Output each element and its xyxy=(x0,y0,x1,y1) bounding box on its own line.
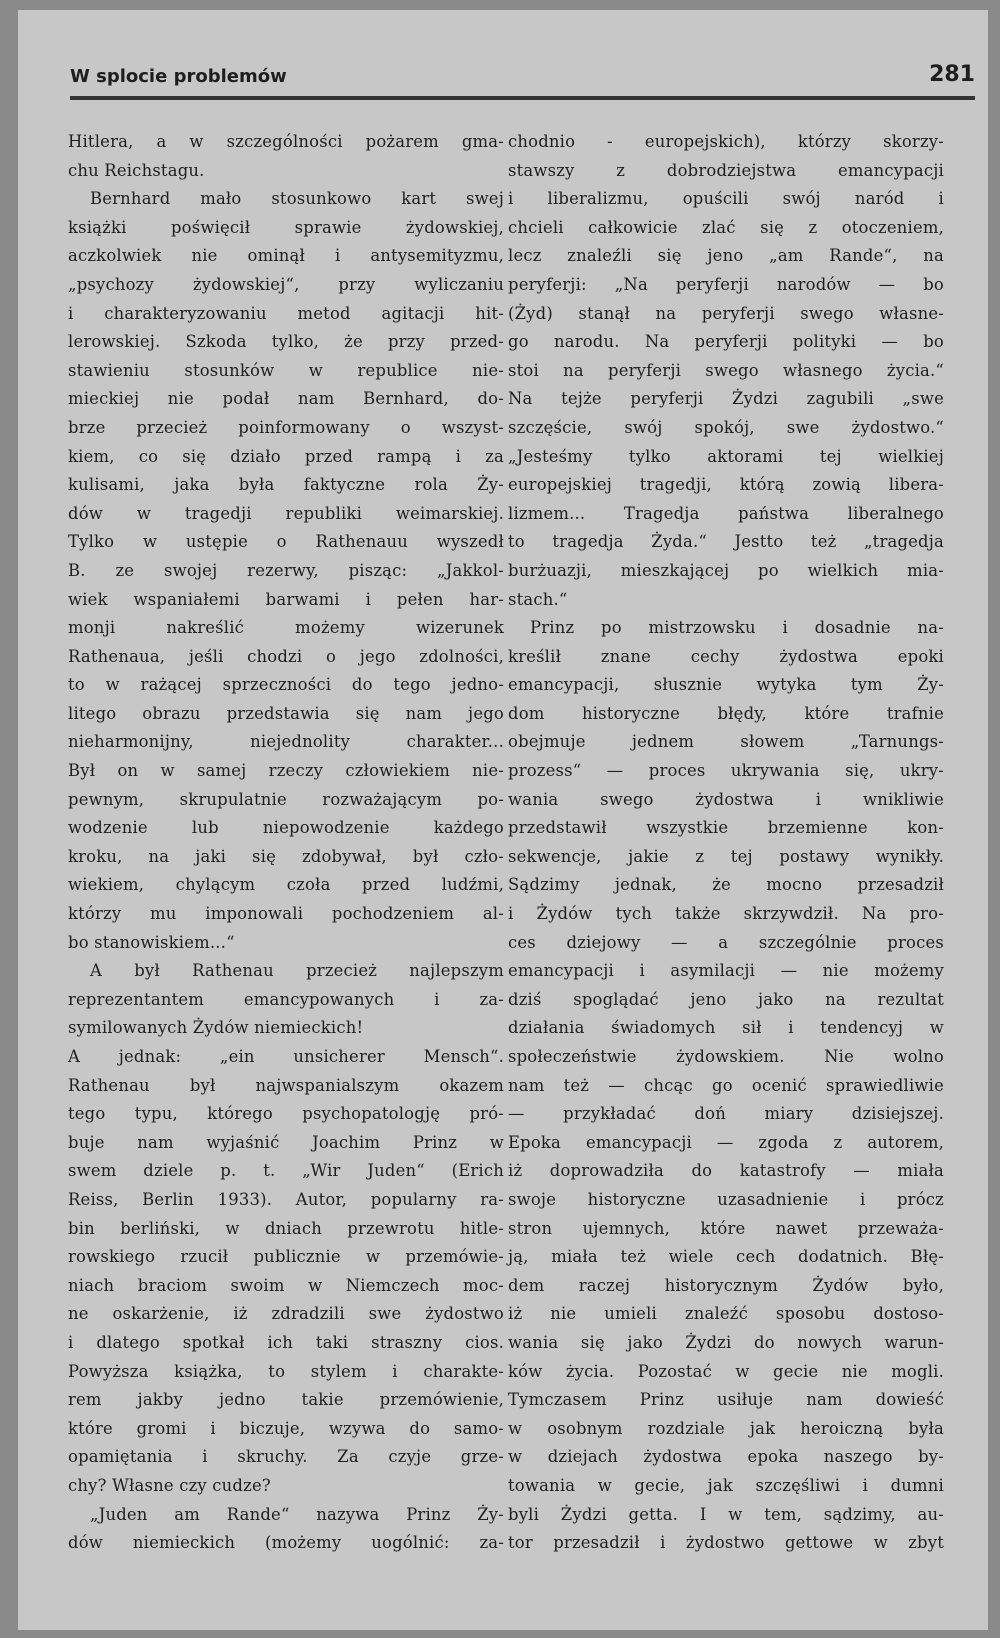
text-line: Na tejże peryferji Żydzi zagubili „swe xyxy=(508,389,944,409)
text-line: i liberalizmu, opuścili swój naród i xyxy=(508,189,944,209)
text-line: tego typu, którego psychopatologję pró- xyxy=(68,1104,504,1124)
text-line: stach.“ xyxy=(508,589,568,609)
text-line: bin berliński, w dniach przewrotu hitle- xyxy=(68,1218,504,1238)
text-line: stron ujemnych, które nawet przeważa- xyxy=(508,1218,944,1238)
text-line: reprezentantem emancypowanych i za- xyxy=(68,989,504,1009)
text-line: lecz znaleźli się jeno „am Rande“, na xyxy=(508,246,944,266)
text-line: Rathenau był najwspanialszym okazem xyxy=(68,1075,504,1095)
text-line: w osobnym rozdziale jak heroiczną była xyxy=(508,1418,944,1438)
text-line: iż nie umieli znaleźć sposobu dostoso- xyxy=(508,1304,944,1324)
text-line: litego obrazu przedstawia się nam jego xyxy=(68,703,504,723)
text-line: nieharmonijny, niejednolity charakter... xyxy=(68,732,504,752)
header-rule xyxy=(70,96,975,100)
text-line: niach braciom swoim w Niemczech moc- xyxy=(68,1275,504,1295)
text-line: opamiętania i skruchy. Za czyje grze- xyxy=(68,1447,504,1467)
text-line: „psychozy żydowskiej“, przy wyliczaniu xyxy=(68,274,504,294)
text-line: emancypacji i asymilacji — nie możemy xyxy=(508,961,944,981)
text-line: — przykładać doń miary dzisiejszej. xyxy=(508,1104,944,1124)
text-line: byli Żydzi getta. I w tem, sądzimy, au- xyxy=(508,1504,944,1524)
right-column xyxy=(508,128,944,1558)
text-line: obejmuje jednem słowem „Tarnungs- xyxy=(508,732,944,752)
text-line: wania swego żydostwa i wnikliwie xyxy=(508,789,944,809)
text-line: to w rażącej sprzeczności do tego jedno- xyxy=(68,675,504,695)
text-line: wodzenie lub niepowodzenie każdego xyxy=(68,818,504,838)
text-line: brze przecież poinformowany o wszyst- xyxy=(68,417,504,437)
text-line: to tragedja Żyda.“ Jestto też „tragedja xyxy=(508,532,944,552)
left-column xyxy=(68,128,504,1558)
text-line: dów niemieckich (możemy uogólnić: za- xyxy=(68,1533,504,1553)
text-line: Rathenaua, jeśli chodzi o jego zdolności, xyxy=(68,646,504,666)
text-line: Bernhard mało stosunkowo kart swej xyxy=(90,189,504,209)
text-line: lerowskiej. Szkoda tylko, że przy przed- xyxy=(68,332,504,352)
text-line: kulisami, jaka była faktyczne rola Ży- xyxy=(68,475,504,495)
text-line: dom historyczne błędy, które trafnie xyxy=(508,703,944,723)
text-line: stawieniu stosunków w republice nie- xyxy=(68,360,504,380)
page-header xyxy=(70,60,975,100)
text-line: burżuazji, mieszkającej po wielkich mia- xyxy=(508,560,944,580)
text-line: którzy mu imponowali pochodzeniem al- xyxy=(68,904,504,924)
text-line: i dlatego spotkał ich taki straszny cios. xyxy=(68,1332,504,1352)
text-line: mieckiej nie podał nam Bernhard, do- xyxy=(68,389,504,409)
text-line: Prinz po mistrzowsku i dosadnie na- xyxy=(530,618,944,638)
text-line: wiekiem, chylącym czoła przed ludźmi, xyxy=(68,875,504,895)
text-line: stoi na peryferji swego własnego życia.“ xyxy=(508,360,944,380)
running-title: W splocie problemów xyxy=(70,66,287,87)
text-line: go narodu. Na peryferji polityki — bo xyxy=(508,332,944,352)
text-line: buje nam wyjaśnić Joachim Prinz w xyxy=(68,1132,504,1152)
text-line: rem jakby jedno takie przemówienie, xyxy=(68,1390,504,1410)
text-line: Epoka emancypacji — zgoda z autorem, xyxy=(508,1132,944,1152)
text-line: (Żyd) stanął na peryferji swego własne- xyxy=(508,303,944,323)
text-line: swem dziele p. t. „Wir Juden“ (Erich xyxy=(68,1161,504,1181)
text-line: europejskiej tragedji, którą zowią libera- xyxy=(508,475,944,495)
page-number: 281 xyxy=(929,62,975,87)
text-line: wania się jako Żydzi do nowych warun- xyxy=(508,1332,944,1352)
text-line: pewnym, skrupulatnie rozważającym po- xyxy=(68,789,504,809)
text-line: chcieli całkowicie zlać się z otoczeniem, xyxy=(508,217,944,237)
text-line: książki poświęcił sprawie żydowskiej, xyxy=(68,217,504,237)
text-line: bo stanowiskiem...“ xyxy=(68,932,235,952)
text-line: A był Rathenau przecież najlepszym xyxy=(90,961,504,981)
text-line: kroku, na jaki się zdobywał, był czło- xyxy=(68,846,504,866)
text-line: stawszy z dobrodziejstwa emancypacji xyxy=(508,160,944,180)
text-line: iż doprowadziła do katastrofy — miała xyxy=(508,1161,944,1181)
text-line: społeczeństwie żydowskiem. Nie wolno xyxy=(508,1047,944,1066)
text-line: „Juden am Rande“ nazywa Prinz Ży- xyxy=(90,1504,504,1524)
text-line: kiem, co się działo przed rampą i za xyxy=(68,446,504,466)
text-line: i charakteryzowaniu metod agitacji hit- xyxy=(68,303,504,323)
text-line: ces dziejowy — a szczególnie proces xyxy=(508,932,944,952)
text-line: kreślił znane cechy żydostwa epoki xyxy=(508,646,944,666)
text-line: Był on w samej rzeczy człowiekiem nie- xyxy=(68,761,504,781)
text-line: lizmem... Tragedja państwa liberalnego xyxy=(508,503,944,523)
text-line: Sądzimy jednak, że mocno przesadził xyxy=(508,875,944,895)
text-line: Reiss, Berlin 1933). Autor, popularny ra- xyxy=(68,1189,504,1209)
text-line: działania świadomych sił i tendencyj w xyxy=(508,1018,944,1038)
text-line: tor przesadził i żydostwo gettowe w zbyt xyxy=(508,1533,944,1553)
text-line: prozess“ — proces ukrywania się, ukry- xyxy=(508,761,944,781)
text-line: wiek wspaniałemi barwami i pełen har- xyxy=(68,589,504,609)
text-line: i Żydów tych także skrzywdził. Na pro- xyxy=(508,904,944,924)
text-line: nam też — chcąc go ocenić sprawiedliwie xyxy=(508,1075,944,1095)
text-line: Powyższa książka, to stylem i charakte- xyxy=(68,1361,504,1381)
text-line: „Jesteśmy tylko aktorami tej wielkiej xyxy=(508,446,944,466)
text-line: ne oskarżenie, iż zdradzili swe żydostwo xyxy=(68,1304,504,1324)
text-line: w dziejach żydostwa epoka naszego by- xyxy=(508,1447,944,1467)
text-line: dziś spoglądać jeno jako na rezultat xyxy=(508,989,944,1009)
text-line: B. ze swojej rezerwy, pisząc: „Jakkol- xyxy=(68,560,504,580)
text-line: dów w tragedji republiki weimarskiej. xyxy=(68,503,504,523)
text-line: szczęście, swój spokój, swe żydostwo.“ xyxy=(508,417,944,437)
text-line: monji nakreślić możemy wizerunek xyxy=(68,618,504,638)
text-line: peryferji: „Na peryferji narodów — bo xyxy=(508,274,944,294)
text-line: chodnio - europejskich), którzy skorzy- xyxy=(508,132,944,151)
text-line: A jednak: „ein unsicherer Mensch“. xyxy=(68,1047,504,1066)
text-line: chu Reichstagu. xyxy=(68,160,205,180)
text-line: rowskiego rzucił publicznie w przemówie- xyxy=(68,1247,504,1267)
text-line: emancypacji, słusznie wytyka tym Ży- xyxy=(508,675,944,695)
text-line: dem raczej historycznym Żydów było, xyxy=(508,1275,944,1295)
text-line: Tylko w ustępie o Rathenauu wyszedł xyxy=(68,532,504,552)
text-line: ją, miała też wiele cech dodatnich. Błę- xyxy=(508,1247,944,1267)
text-line: swoje historyczne uzasadnienie i prócz xyxy=(508,1189,944,1209)
text-line: które gromi i biczuje, wzywa do samo- xyxy=(68,1418,504,1438)
text-line: ków życia. Pozostać w gecie nie mogli. xyxy=(508,1361,944,1381)
book-page xyxy=(18,10,988,1630)
text-line: przedstawił wszystkie brzemienne kon- xyxy=(508,818,944,838)
text-line: Hitlera, a w szczególności pożarem gma- xyxy=(68,132,504,151)
text-line: aczkolwiek nie ominął i antysemityzmu, xyxy=(68,246,504,266)
text-line: Tymczasem Prinz usiłuje nam dowieść xyxy=(508,1390,944,1410)
text-line: towania w gecie, jak szczęśliwi i dumni xyxy=(508,1475,944,1495)
text-line: sekwencje, jakie z tej postawy wynikły. xyxy=(508,846,944,866)
text-line: symilowanych Żydów niemieckich! xyxy=(68,1018,364,1038)
text-line: chy? Własne czy cudze? xyxy=(68,1475,271,1495)
